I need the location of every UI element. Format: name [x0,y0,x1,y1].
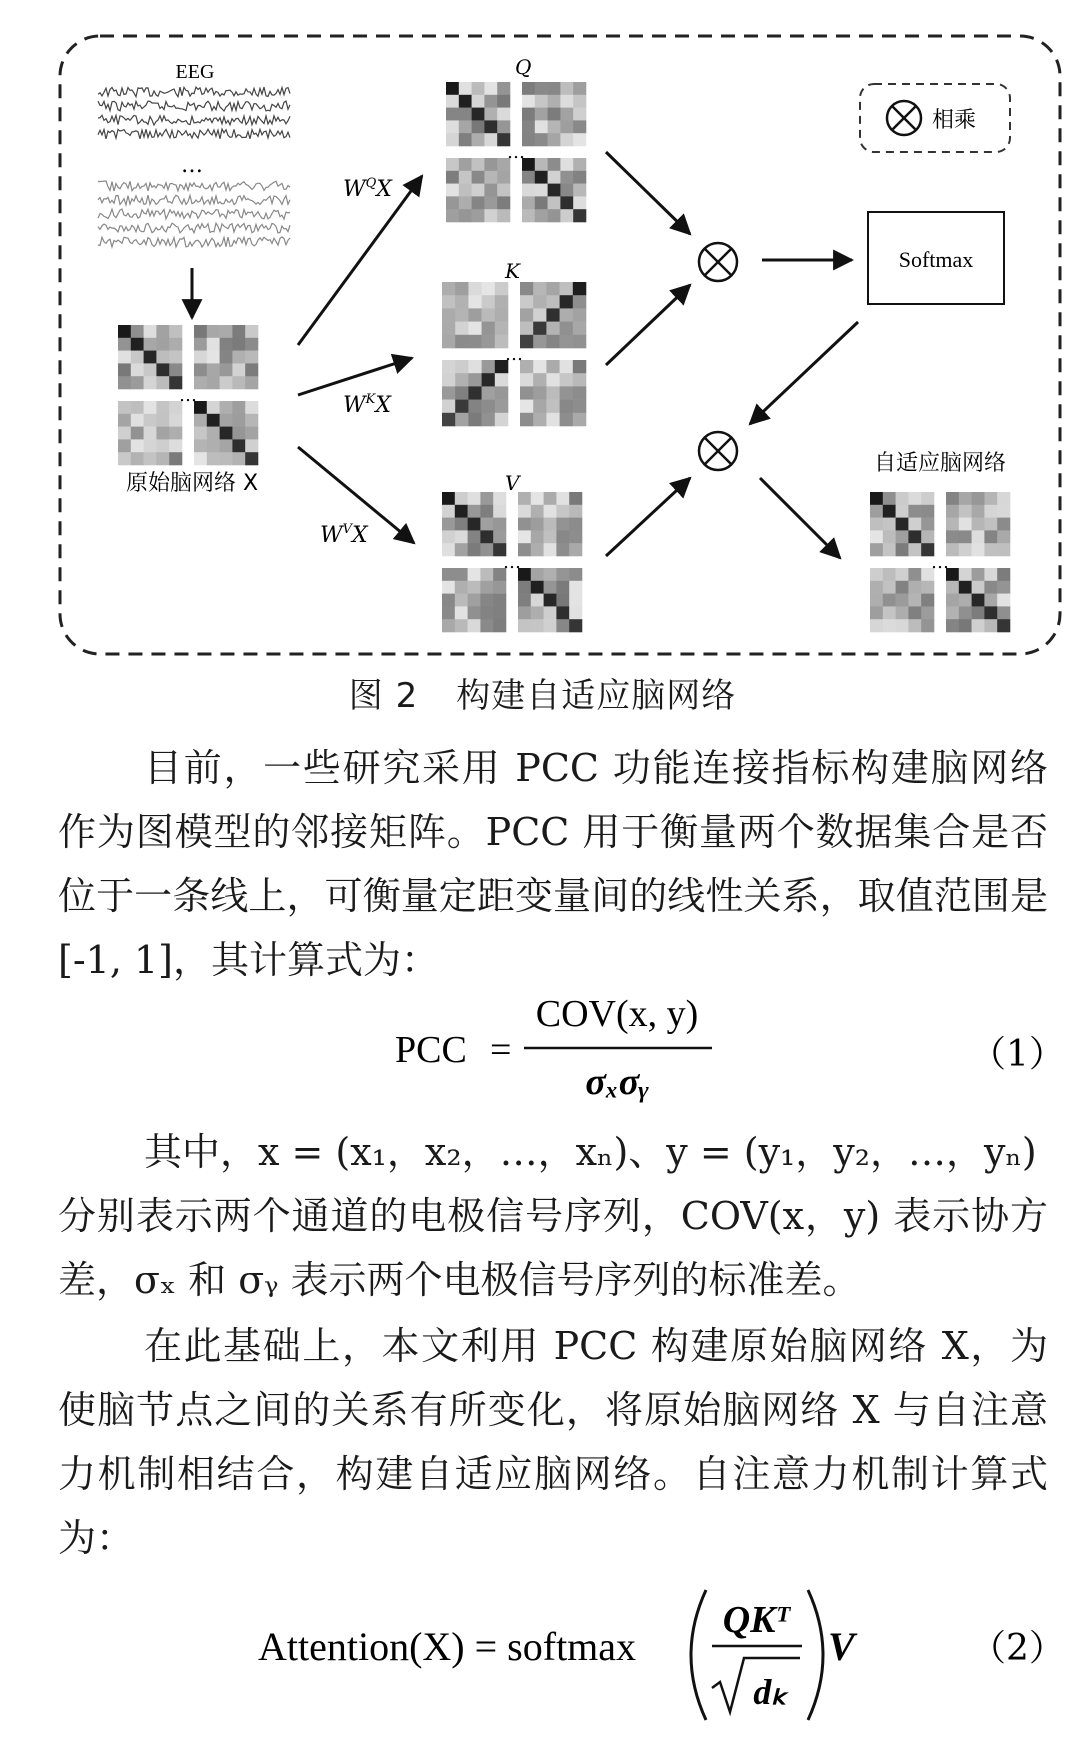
eeg-ellipsis: … [181,153,203,178]
paragraph-3: 在此基础上，本文利用 PCC 构建原始脑网络 X，为使脑节点之间的关系有所变化，将原始脑网络 X 与自注意力机制相结合，构建自适应脑网络。自注意力机制计算式为： [58,1324,1048,1560]
svg-text:…: … [507,142,525,163]
eq2-numerator: QKᵀ [722,1599,790,1641]
paragraph-1: 目前，一些研究采用 PCC 功能连接指标构建脑网络作为图模型的邻接矩阵。PCC 用于衡量两个数据集合是否位于一条线上，可衡量定距变量间的线性关系，取值范围是 [-1, 1]，其计算式为： [58,746,1048,982]
svg-text:WQX: $W^QX$ [343,176,392,202]
softmax-to-mult-arrow [750,322,858,424]
svg-text:…: … [931,552,949,573]
eq1-lhs: PCC [395,1029,467,1071]
equation-2 [0,1580,1085,1730]
eq1-number: （1） [970,1034,1065,1075]
wv-x-label [320,522,369,548]
q-to-mult-arrow [606,152,690,234]
figure-adaptive-brain-network [0,0,1085,660]
q-label: Q [515,55,532,79]
v-to-mult-arrow [606,478,690,556]
figure-number: 图 2 [348,676,419,716]
eq2-left-paren [691,1590,706,1720]
v-label: V [505,471,520,495]
eq2-lhs: Attention(X) = softmax [258,1624,637,1669]
equation-1 [0,990,1085,1110]
eeg-label: EEG [175,61,215,83]
eq2-v: V [828,1624,855,1669]
eq1-denominator: σₓσᵧ [585,1061,649,1103]
svg-text:…: … [505,344,523,365]
svg-text:WVX: $W^VX$ [320,522,368,548]
multiply-icon-2 [699,432,737,470]
adaptive-network-label: 自适应脑网络 [873,451,1007,476]
figure-caption [0,668,1085,717]
wq-x-label [343,176,393,202]
legend-label: 相乘 [932,108,977,133]
mult-to-adaptive-arrow [760,478,840,558]
eq1-equals: = [490,1029,512,1071]
raw-network-label: 原始脑网络 X [125,471,259,496]
eq2-denominator: dₖ [753,1672,787,1712]
svg-text:…: … [179,385,197,406]
paragraph-2: 分别表示两个通道的电极信号序列，COV(x，y) 表示协方差，σₓ 和 σᵧ 表示两个电极信号序列的标准差。 [58,1194,1048,1302]
wk-arrow [298,358,412,395]
softmax-label: Softmax [898,247,974,272]
eq2-number: （2） [970,1628,1065,1669]
multiply-icon-1 [699,243,737,281]
paragraph-2-line-1: 其中，x = (x₁，x₂，…，xₙ)、y = (y₁，y₂，…，yₙ) [144,1130,1037,1174]
k-label: K [505,259,520,283]
legend-multiply-icon [887,101,921,135]
eq1-numerator: COV(x, y) [535,993,699,1035]
eq2-right-paren [808,1590,823,1720]
wk-x-label [343,392,392,418]
k-to-mult-arrow [606,285,690,365]
figure-title: 构建自适应脑网络 [456,676,737,716]
svg-text:WKX: $W^KX$ [343,392,392,418]
svg-text:…: … [503,552,521,573]
